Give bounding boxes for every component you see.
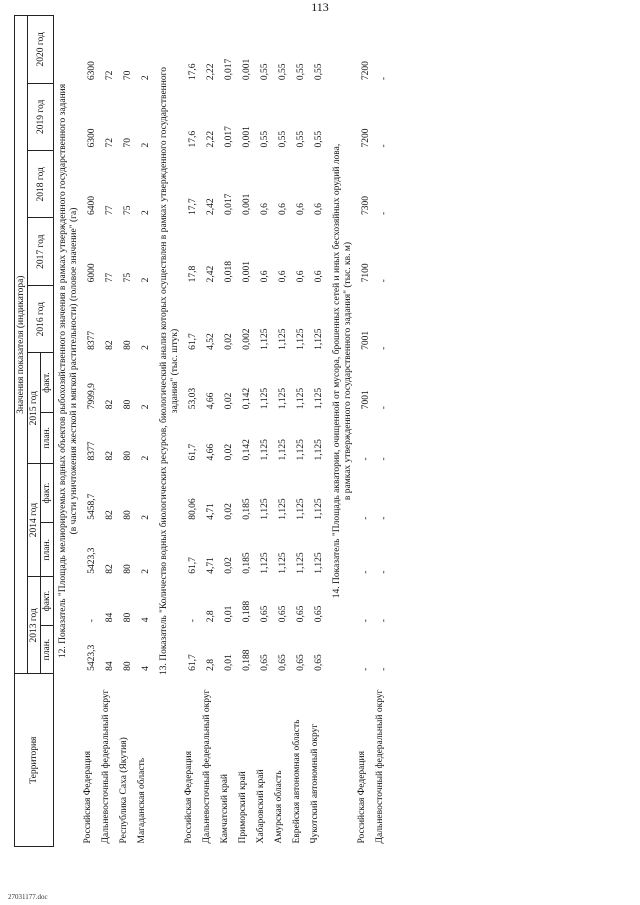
- section-title-line: 13. Показатель "Количество водных биологических ресурсов, биологический анализ которых осуществлен в рамках утвержденного государственного: [159, 66, 169, 676]
- table-row: [119, 16, 137, 847]
- value-cell: 6400: [87, 195, 97, 215]
- value-cell: 7300: [361, 195, 371, 215]
- value-cell: 0,55: [278, 130, 288, 148]
- value-cell: 1,125: [260, 439, 270, 461]
- territory-cell: Республика Саха (Якутия): [119, 737, 129, 844]
- value-cell: -: [361, 570, 371, 574]
- col-year: 2020 год: [28, 16, 54, 84]
- section-title-line: задания" (тыс. штук): [170, 328, 180, 414]
- value-cell: 80: [123, 564, 133, 574]
- value-cell: 7100: [361, 263, 371, 283]
- value-cell: -: [379, 667, 389, 671]
- value-cell: 1,125: [260, 387, 270, 410]
- value-cell: 17,7: [188, 198, 198, 215]
- value-cell: 0,55: [296, 63, 306, 81]
- value-cell: 2: [141, 210, 151, 215]
- territory-cell: Российская Федерация: [83, 751, 93, 844]
- value-cell: 8377: [87, 441, 97, 461]
- value-cell: -: [361, 516, 371, 520]
- territory-cell: Дальневосточный федеральный округ: [202, 689, 212, 844]
- value-cell: 2,8: [206, 610, 216, 623]
- value-cell: 2,42: [206, 265, 216, 283]
- value-cell: 4: [141, 617, 151, 623]
- value-cell: 77: [105, 272, 115, 283]
- table-row: [375, 16, 393, 847]
- value-cell: 82: [105, 450, 115, 461]
- value-cell: 0,02: [224, 557, 234, 574]
- value-cell: 2: [141, 75, 151, 81]
- value-cell: 0,55: [314, 63, 324, 81]
- value-cell: 0,01: [224, 654, 234, 671]
- table-header: [15, 16, 54, 847]
- value-cell: 0,6: [260, 270, 270, 283]
- value-cell: -: [188, 619, 198, 623]
- table-row: [238, 16, 256, 847]
- value-cell: 0,017: [224, 58, 234, 81]
- value-cell: 2: [141, 455, 151, 461]
- value-cell: 1,125: [314, 439, 324, 461]
- col-year: 2015 год: [28, 353, 41, 464]
- territory-cell: Чукотский автономный округ: [310, 723, 320, 844]
- value-cell: 0,017: [224, 193, 234, 215]
- table-row: [137, 16, 155, 847]
- page-number: 113: [311, 0, 329, 14]
- footer-file-code: 27031177.doc: [8, 893, 48, 901]
- value-cell: 1,125: [260, 498, 270, 520]
- col-year: 2016 год: [28, 285, 54, 352]
- value-cell: 0,188: [242, 649, 252, 671]
- value-cell: 84: [105, 661, 115, 671]
- table-row: [83, 16, 101, 847]
- value-cell: 61,7: [188, 654, 198, 671]
- value-cell: 2,22: [206, 63, 216, 81]
- value-cell: 82: [105, 510, 115, 520]
- value-cell: 80: [123, 661, 133, 671]
- value-cell: 1,125: [314, 552, 324, 574]
- value-cell: 84: [105, 612, 115, 623]
- col-year: 2017 год: [28, 218, 54, 285]
- value-cell: -: [379, 457, 389, 461]
- value-cell: 1,125: [278, 328, 288, 350]
- value-cell: 4,66: [206, 392, 216, 410]
- value-cell: 2: [141, 142, 151, 148]
- value-cell: -: [379, 211, 389, 215]
- territory-cell: Дальневосточный федеральный округ: [101, 689, 111, 844]
- value-cell: 0,6: [296, 270, 306, 283]
- value-cell: 1,125: [260, 552, 270, 574]
- value-cell: 0,185: [242, 552, 252, 574]
- value-cell: 2: [141, 345, 151, 350]
- value-cell: 72: [105, 138, 115, 148]
- section-title-row: [54, 16, 84, 847]
- value-cell: 0,55: [314, 130, 324, 148]
- territory-cell: Еврейская автономная область: [292, 719, 302, 844]
- value-cell: 1,125: [314, 328, 324, 350]
- value-cell: 0,6: [278, 270, 288, 283]
- value-cell: 2: [141, 277, 151, 283]
- value-cell: 1,125: [278, 498, 288, 520]
- value-cell: 4: [141, 666, 151, 671]
- value-cell: 0,6: [314, 270, 324, 283]
- value-cell: 61,7: [188, 557, 198, 574]
- table-row: [292, 16, 310, 847]
- col-plan: план.: [41, 523, 54, 577]
- territory-cell: Амурская область: [274, 770, 284, 844]
- value-cell: 82: [105, 564, 115, 574]
- indicator-table: [14, 15, 393, 847]
- value-cell: 61,7: [188, 443, 198, 461]
- section-title-line: 14. Показатель "Площадь акватории, очищенной от мусора, брошенных сетей и иных бесхозяйных орудий лова,: [332, 143, 342, 599]
- value-cell: 0,65: [278, 605, 288, 623]
- value-cell: 53,03: [188, 387, 198, 410]
- value-cell: 0,018: [224, 261, 234, 283]
- value-cell: 0,65: [260, 654, 270, 671]
- value-cell: 72: [105, 70, 115, 81]
- value-cell: 1,125: [296, 498, 306, 520]
- table-row: [220, 16, 238, 847]
- value-cell: 1,125: [296, 439, 306, 461]
- col-fact: факт.: [41, 463, 54, 522]
- section-title-line: в рамках утвержденного государственного задания" (тыс. кв. м): [343, 241, 353, 501]
- territory-cell: Дальневосточный федеральный округ: [375, 689, 385, 844]
- value-cell: 1,125: [296, 552, 306, 574]
- value-cell: 6300: [87, 128, 97, 148]
- section-title-line: (в части уничтожения жесткой и мягкой растительности) (головое значение" (га): [69, 207, 79, 535]
- value-cell: 80: [123, 399, 133, 410]
- value-cell: 2,22: [206, 130, 216, 148]
- col-year: 2013 год: [28, 577, 41, 674]
- value-cell: 0,001: [242, 261, 252, 283]
- value-cell: 0,142: [242, 439, 252, 461]
- table-row: [101, 16, 119, 847]
- section-title-row: [155, 16, 184, 847]
- value-cell: 17,6: [188, 63, 198, 81]
- value-cell: -: [379, 619, 389, 623]
- value-cell: 7001: [361, 330, 371, 350]
- value-cell: 1,125: [296, 328, 306, 350]
- value-cell: -: [361, 619, 371, 623]
- value-cell: 0,002: [242, 328, 252, 350]
- col-fact: факт.: [41, 353, 54, 412]
- value-cell: 1,125: [278, 387, 288, 410]
- col-plan: план.: [41, 625, 54, 674]
- table-row: [274, 16, 292, 847]
- territory-cell: Приморский край: [238, 771, 248, 844]
- value-cell: 5423,3: [87, 547, 97, 574]
- value-cell: 4,71: [206, 503, 216, 520]
- value-cell: 75: [123, 272, 133, 283]
- col-year: 2018 год: [28, 151, 54, 218]
- value-cell: 0,65: [296, 605, 306, 623]
- value-cell: 80: [123, 450, 133, 461]
- value-cell: 17,8: [188, 265, 198, 283]
- table-row: [310, 16, 328, 847]
- value-cell: 1,125: [278, 552, 288, 574]
- value-cell: 4,52: [206, 333, 216, 350]
- value-cell: 0,188: [242, 600, 252, 623]
- table-body: [54, 16, 394, 847]
- value-cell: 0,02: [224, 333, 234, 350]
- value-cell: -: [379, 406, 389, 410]
- value-cell: 17,6: [188, 130, 198, 148]
- value-cell: 0,001: [242, 193, 252, 215]
- value-cell: 1,125: [260, 328, 270, 350]
- value-cell: 0,6: [296, 203, 306, 215]
- table-row: [357, 16, 375, 847]
- value-cell: 5423,3: [87, 644, 97, 671]
- value-cell: 1,125: [314, 387, 324, 410]
- value-cell: -: [379, 346, 389, 350]
- value-cell: 6000: [87, 263, 97, 283]
- value-cell: -: [379, 144, 389, 148]
- col-plan: план.: [41, 412, 54, 463]
- section-title: [155, 16, 184, 847]
- value-cell: 0,02: [224, 392, 234, 410]
- value-cell: 1,125: [314, 498, 324, 520]
- territory-cell: Российская Федерация: [357, 751, 367, 844]
- value-cell: 0,6: [278, 203, 288, 215]
- value-cell: 0,55: [278, 63, 288, 81]
- table-row: [256, 16, 274, 847]
- value-cell: 0,65: [260, 605, 270, 623]
- value-cell: 7001: [361, 390, 371, 410]
- value-cell: -: [379, 76, 389, 81]
- section-title-line: 12. Показатель "Площадь мелиорируемых водных объектов рыбохозяйственного значения в рамках утвержденного государственного задания: [58, 83, 68, 659]
- value-cell: 8377: [87, 330, 97, 350]
- value-cell: 0,65: [278, 654, 288, 671]
- value-cell: 80,06: [188, 498, 198, 520]
- value-cell: 2,42: [206, 198, 216, 215]
- section-title: [328, 16, 357, 847]
- table-row: [202, 16, 220, 847]
- value-cell: 0,55: [260, 63, 270, 81]
- value-cell: 4,66: [206, 443, 216, 461]
- value-cell: -: [361, 457, 371, 461]
- value-cell: 2: [141, 515, 151, 520]
- value-cell: 0,6: [260, 203, 270, 215]
- value-cell: -: [379, 279, 389, 283]
- value-cell: 80: [123, 510, 133, 520]
- section-title: [54, 16, 84, 847]
- territory-cell: Хабаровский край: [256, 769, 266, 844]
- value-cell: 70: [123, 70, 133, 81]
- value-cell: 6300: [87, 61, 97, 81]
- value-cell: 0,55: [296, 130, 306, 148]
- value-cell: 70: [123, 138, 133, 148]
- value-cell: 0,01: [224, 605, 234, 623]
- value-cell: 1,125: [278, 439, 288, 461]
- territory-cell: Магаданская область: [137, 757, 147, 844]
- value-cell: 82: [105, 340, 115, 350]
- col-year: 2014 год: [28, 463, 41, 576]
- value-cell: 4,71: [206, 557, 216, 574]
- value-cell: 7200: [361, 61, 371, 81]
- value-cell: 0,65: [296, 654, 306, 671]
- col-year: 2019 год: [28, 83, 54, 150]
- value-cell: -: [87, 619, 97, 623]
- value-cell: 0,185: [242, 498, 252, 520]
- value-cell: 0,017: [224, 126, 234, 148]
- value-cell: 0,02: [224, 503, 234, 520]
- section-title-row: [328, 16, 357, 847]
- value-cell: 80: [123, 340, 133, 350]
- value-cell: 0,142: [242, 387, 252, 410]
- value-cell: 82: [105, 399, 115, 410]
- value-cell: 1,125: [296, 387, 306, 410]
- value-cell: 0,001: [242, 58, 252, 81]
- value-cell: 75: [123, 205, 133, 215]
- value-cell: 0,65: [314, 605, 324, 623]
- value-cell: 80: [123, 612, 133, 623]
- table-row: [184, 16, 202, 847]
- value-cell: 7999,9: [87, 383, 97, 410]
- value-cell: 7200: [361, 128, 371, 148]
- value-cell: 5458,7: [87, 493, 97, 520]
- col-territory: Территория: [15, 674, 54, 847]
- value-cell: -: [379, 570, 389, 574]
- value-cell: 2,8: [206, 658, 216, 671]
- col-fact: факт.: [41, 577, 54, 626]
- value-cell: 0,6: [314, 203, 324, 215]
- value-cell: -: [379, 516, 389, 520]
- value-cell: 2: [141, 404, 151, 410]
- col-group-indicator: Значения показателя (индикатора): [15, 16, 28, 674]
- value-cell: 61,7: [188, 333, 198, 350]
- value-cell: 0,65: [314, 654, 324, 671]
- value-cell: 2: [141, 569, 151, 574]
- value-cell: 0,55: [260, 130, 270, 148]
- value-cell: 0,001: [242, 126, 252, 148]
- value-cell: 77: [105, 205, 115, 215]
- territory-cell: Камчатский край: [220, 774, 230, 844]
- value-cell: 0,02: [224, 443, 234, 461]
- value-cell: -: [361, 667, 371, 671]
- territory-cell: Российская Федерация: [184, 751, 194, 844]
